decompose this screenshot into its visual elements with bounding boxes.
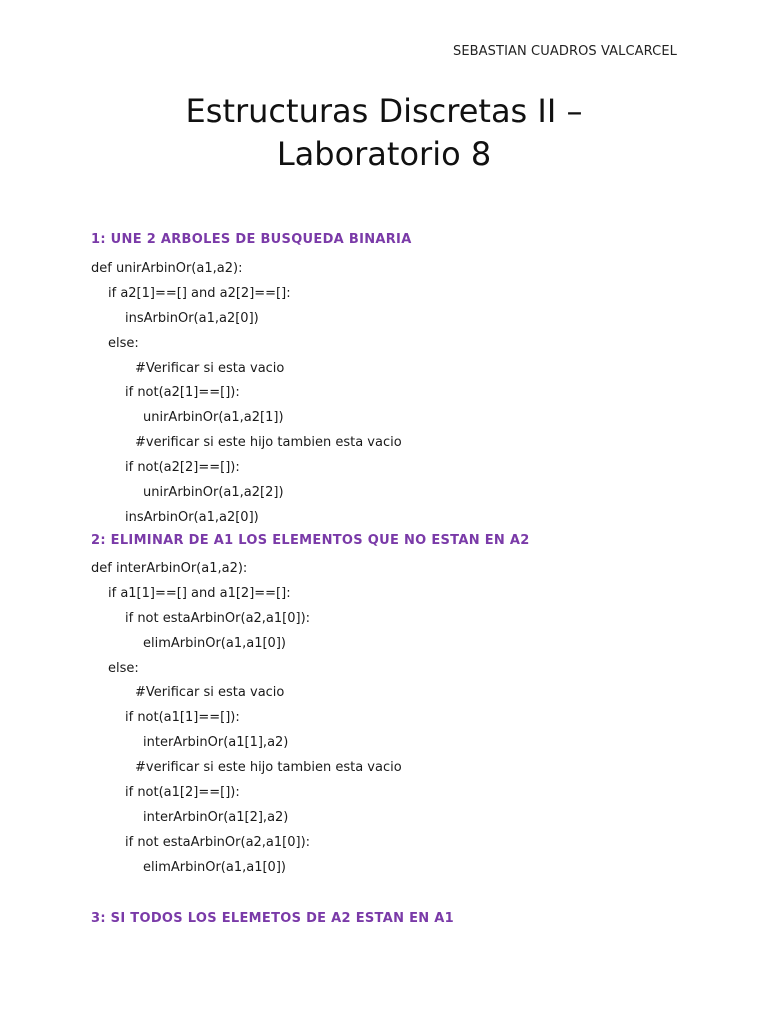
code-line: elimArbinOr(a1,a1[0]) — [143, 635, 286, 651]
author-name: SEBASTIAN CUADROS VALCARCEL — [453, 44, 677, 59]
code-line: unirArbinOr(a1,a2[2]) — [143, 485, 284, 501]
document-title — [0, 90, 768, 176]
code-line: if not(a1[2]==[]): — [125, 785, 240, 801]
code-line: if a2[1]==[] and a2[2]==[]: — [108, 285, 291, 301]
code-line: else: — [108, 335, 139, 351]
code-line: unirArbinOr(a1,a2[1]) — [143, 410, 284, 426]
code-line: def unirArbinOr(a1,a2): — [91, 261, 243, 276]
section-3-heading: 3: SI TODOS LOS ELEMETOS DE A2 ESTAN EN A1 — [91, 911, 454, 926]
code-line: interArbinOr(a1[1],a2) — [143, 735, 289, 751]
code-line: #Verificar si esta vacio — [135, 685, 285, 701]
code-line: insArbinOr(a1,a2[0]) — [125, 310, 259, 326]
code-line: def interArbinOr(a1,a2): — [91, 561, 248, 576]
title-line-1: Estructuras Discretas II – — [185, 92, 583, 130]
code-line: insArbinOr(a1,a2[0]) — [125, 509, 259, 525]
code-line: #Verificar si esta vacio — [135, 360, 285, 376]
code-line: if not estaArbinOr(a2,a1[0]): — [125, 610, 311, 626]
code-line: if a1[1]==[] and a1[2]==[]: — [108, 585, 291, 601]
code-line: if not estaArbinOr(a2,a1[0]): — [125, 834, 311, 850]
section-1-heading: 1: UNE 2 ARBOLES DE BUSQUEDA BINARIA — [91, 232, 412, 247]
code-line: elimArbinOr(a1,a1[0]) — [143, 859, 286, 875]
code-line: if not(a1[1]==[]): — [125, 710, 240, 726]
section-2-heading: 2: ELIMINAR DE A1 LOS ELEMENTOS QUE NO ESTAN EN A2 — [91, 533, 530, 548]
code-line: else: — [108, 660, 139, 676]
code-line: if not(a2[1]==[]): — [125, 385, 240, 401]
code-line: #verificar si este hijo tambien esta vacio — [135, 435, 402, 451]
section-1-code — [91, 257, 402, 531]
code-line: if not(a2[2]==[]): — [125, 460, 240, 476]
code-line: interArbinOr(a1[2],a2) — [143, 809, 289, 825]
section-2-code — [91, 557, 402, 881]
code-line: #verificar si este hijo tambien esta vacio — [135, 760, 402, 776]
title-line-2: Laboratorio 8 — [276, 135, 492, 173]
